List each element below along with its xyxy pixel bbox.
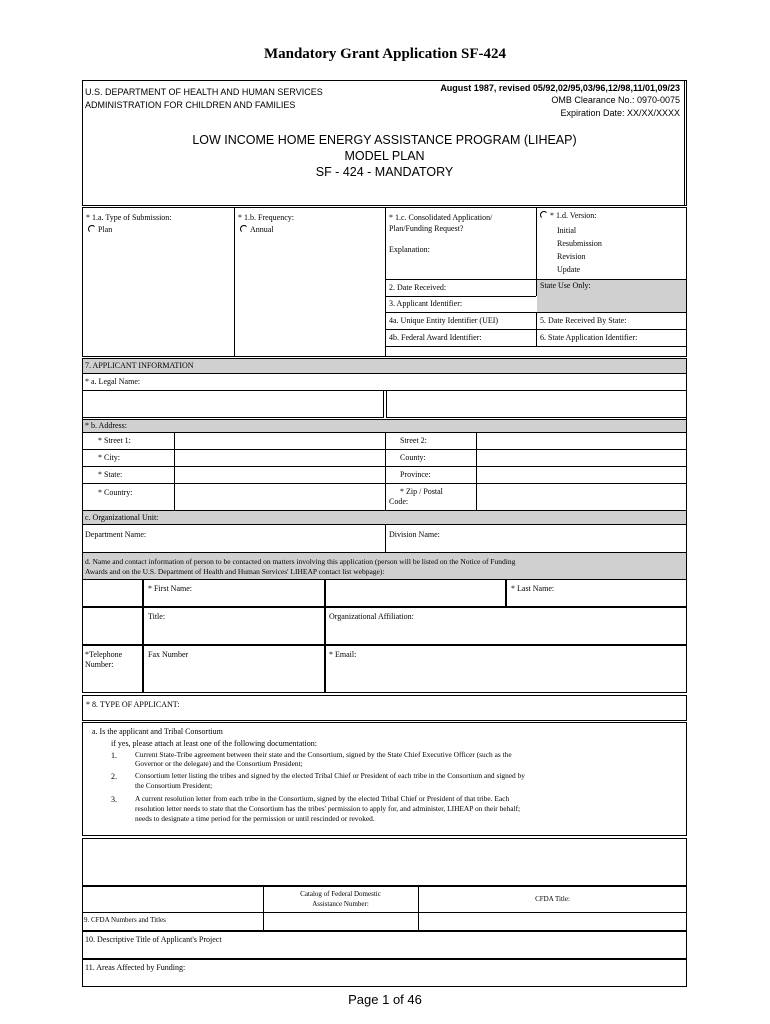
state-use-only-label: State Use Only: — [540, 281, 591, 290]
telephone-label-1: *Telephone — [85, 650, 123, 659]
cfda-numbers-label: 9. CFDA Numbers and Titles — [84, 916, 166, 924]
state-app-id-label: 6. State Application Identifier: — [540, 333, 638, 342]
contact-line-2: Awards and on the U.S. Department of Health and Human Services' LIHEAP contact list webpage): — [85, 567, 385, 576]
federal-award-label: 4b. Federal Award Identifier: — [389, 333, 482, 342]
telephone-label-2: Number: — [85, 660, 114, 669]
explanation-label: Explanation: — [389, 245, 430, 254]
department-label: Department Name: — [85, 530, 147, 539]
omb-clearance: OMB Clearance No.: 0970-0075 — [551, 95, 680, 105]
program-line-2: MODEL PLAN — [344, 149, 425, 163]
doc-item-2-line-1: Consortium letter listing the tribes and signed by the elected Tribal Chief or President of each tribe in the Consortium and signed by — [135, 771, 525, 780]
date-by-state-label: 5. Date Received By State: — [540, 316, 627, 325]
if-yes-label: if yes, please attach at least one of the following documentation: — [111, 739, 317, 748]
page-title: Mandatory Grant Application SF-424 — [263, 46, 507, 62]
catalog-label-2: Assistance Number: — [312, 900, 369, 908]
applicant-section-title: 7. APPLICANT INFORMATION — [85, 361, 194, 370]
descriptive-title-label: 10. Descriptive Title of Applicant's Project — [85, 935, 222, 944]
applicant-identifier-label: 3. Applicant Identifier: — [389, 299, 463, 308]
division-label: Division Name: — [389, 530, 440, 539]
expiration-date: Expiration Date: XX/XX/XXXX — [560, 108, 680, 118]
street2-label: Street 2: — [400, 436, 427, 445]
version-revision: Revision — [557, 252, 586, 261]
type-of-submission-label: * 1.a. Type of Submission: — [86, 213, 172, 222]
title-field[interactable] — [143, 607, 325, 645]
doc-item-3-line-3: needs to designate a time period for the permission or until rescinded or revoked. — [135, 814, 375, 823]
doc-item-3-num: 3. — [111, 795, 117, 804]
version-resubmission: Resubmission — [557, 239, 602, 248]
consolidated-label-1: * 1.c. Consolidated Application/ — [389, 213, 493, 222]
state-label: * State: — [98, 470, 123, 479]
freq-option-annual[interactable]: Annual — [240, 225, 274, 235]
catalog-label-1: Catalog of Federal Domestic — [300, 890, 381, 898]
city-label: * City: — [98, 453, 121, 462]
type-option-plan[interactable]: Plan — [88, 225, 112, 235]
areas-affected-label: 11. Areas Affected by Funding: — [85, 963, 186, 972]
org-affiliation-label: Organizational Affiliation: — [329, 612, 414, 621]
email-label: * Email: — [329, 650, 357, 659]
version-initial: Initial — [557, 226, 577, 235]
address-shade — [83, 419, 686, 432]
org-unit-shade — [83, 511, 686, 524]
title-label: Title: — [148, 612, 166, 621]
plan-radio-icon[interactable] — [88, 225, 96, 233]
program-title — [82, 132, 687, 180]
dept-line-1: U.S. DEPARTMENT OF HEALTH AND HUMAN SERVICES — [85, 87, 323, 97]
address-label: * b. Address: — [85, 421, 127, 430]
doc-item-1-num: 1. — [111, 751, 117, 760]
zip-label-1: * Zip / Postal — [400, 487, 443, 496]
contact-spacer-field[interactable] — [82, 579, 143, 607]
type-applicant-title: * 8. TYPE OF APPLICANT: — [86, 700, 180, 709]
first-name-label: * First Name: — [148, 584, 192, 593]
zip-label-2: Code: — [389, 497, 409, 506]
doc-item-1-line-1: Current State-Tribe agreement between their state and the Consortium, signed by the State Chief Executive Officer (such as the — [135, 750, 512, 759]
contact-line-1: d. Name and contact information of person to be contacted on matters involving this application (person will be listed on the Notice of Funding — [85, 557, 516, 566]
program-line-3: SF - 424 - MANDATORY — [315, 165, 454, 179]
cfda-title-label: CFDA Title: — [535, 895, 570, 903]
org-unit-label: c. Organizational Unit: — [85, 513, 159, 522]
doc-item-2-num: 2. — [111, 772, 117, 781]
email-field[interactable] — [325, 645, 687, 693]
legal-name-field-2[interactable] — [386, 390, 687, 418]
page-number: Page 1 of 46 — [348, 992, 422, 1007]
legal-name-field[interactable] — [82, 390, 384, 418]
province-label: Province: — [400, 470, 431, 479]
version-update: Update — [557, 265, 581, 274]
doc-item-3-line-2: resolution letter needs to state that the Consortium has the tribes' permission to apply for, and administer, LIHEAP on their behalf; — [135, 804, 521, 813]
county-label: County: — [400, 453, 426, 462]
dept-line-2: ADMINISTRATION FOR CHILDREN AND FAMILIES — [85, 100, 296, 110]
frequency-label: * 1.b. Frequency: — [238, 213, 294, 222]
consolidated-label-2: Plan/Funding Request? — [389, 224, 464, 233]
doc-item-3-line-1: A current resolution letter from each tribe in the Consortium, signed by the elected Tribal Chief or President of that tribe. Each — [135, 794, 510, 803]
annual-radio-icon[interactable] — [240, 225, 248, 233]
version-radio-icon[interactable] — [540, 211, 548, 219]
fax-label: Fax Number — [148, 650, 189, 659]
country-label: * Country: — [98, 488, 133, 497]
middle-name-field[interactable] — [325, 579, 506, 607]
tribal-label: a. Is the applicant and Tribal Consortium — [92, 727, 223, 736]
date-received-label: 2. Date Received: — [389, 283, 447, 292]
version-label[interactable]: * 1.d. Version: — [540, 211, 597, 221]
revision-text: August 1987, revised 05/92,02/95,03/96,12/98,11/01,09/23 — [440, 83, 680, 93]
uei-label: 4a. Unique Entity Identifier (UEI) — [389, 316, 499, 325]
legal-name-label: * a. Legal Name: — [85, 377, 141, 386]
doc-item-1-line-2: Governor or the delegate) and the Consortium President; — [135, 759, 303, 768]
street1-label: * Street 1: — [98, 436, 131, 445]
program-line-1: LOW INCOME HOME ENERGY ASSISTANCE PROGRAM (LIHEAP) — [192, 133, 577, 147]
tribal-answer-field[interactable] — [82, 838, 687, 886]
doc-item-2-line-2: the Consortium President; — [135, 781, 213, 790]
title-spacer-field[interactable] — [82, 607, 143, 645]
last-name-label: * Last Name: — [511, 584, 555, 593]
